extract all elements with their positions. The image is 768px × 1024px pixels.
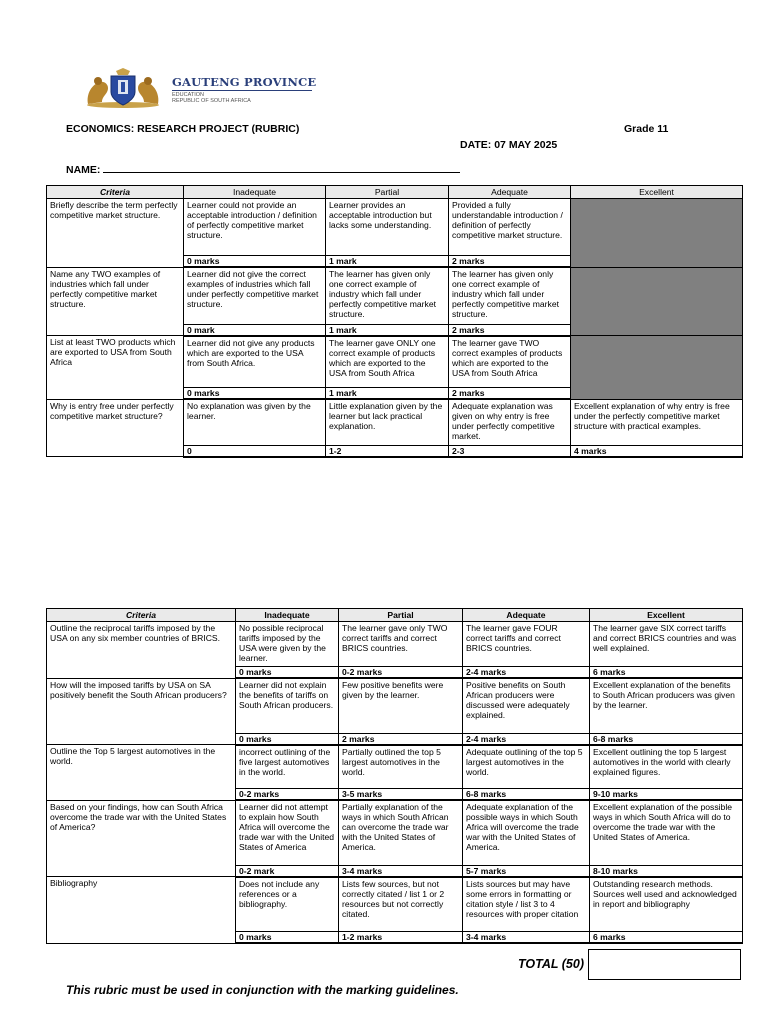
table-row bbox=[47, 199, 743, 256]
excellent-cell: The learner gave SIX correct tariffs and correct BRICS countries and was well explained. bbox=[590, 622, 743, 667]
adequate-cell: Adequate outlining of the top 5 largest automotives in the world. bbox=[463, 745, 590, 789]
excellent-cell: Excellent explanation of the possible ways in which South Africa will do to overcome the trade war with the United States of America. bbox=[590, 800, 743, 865]
excellent-cell-shaded bbox=[571, 199, 743, 268]
marks-cell: 4 marks bbox=[571, 445, 743, 457]
marks-cell: 0 marks bbox=[184, 256, 326, 268]
adequate-cell: Provided a fully understandable introduction / definition of perfectly competitive market structure. bbox=[449, 199, 571, 256]
table-row bbox=[47, 877, 743, 932]
marks-cell: 3-4 marks bbox=[339, 865, 463, 877]
coat-of-arms-icon bbox=[78, 68, 168, 110]
header-partial: Partial bbox=[339, 609, 463, 622]
header-inadequate: Inadequate bbox=[184, 186, 326, 199]
criteria-cell: Bibliography bbox=[47, 877, 236, 944]
header-adequate: Adequate bbox=[449, 186, 571, 199]
total-score-box[interactable] bbox=[588, 949, 741, 980]
partial-cell: The learner gave only TWO correct tariffs and correct BRICS countries. bbox=[339, 622, 463, 667]
rubric-table-2 bbox=[46, 608, 743, 944]
header-criteria: Criteria bbox=[47, 609, 236, 622]
inadequate-cell: No possible reciprocal tariffs imposed by the USA were given by the learner. bbox=[236, 622, 339, 667]
table-row bbox=[47, 745, 743, 789]
marks-cell: 0 marks bbox=[236, 667, 339, 679]
partial-cell: Lists few sources, but not correctly citated / list 1 or 2 resources but not correctly citated. bbox=[339, 877, 463, 932]
adequate-cell: The learner gave TWO correct examples of products which are exported to the USA from South Africa bbox=[449, 336, 571, 388]
marks-cell: 2 marks bbox=[449, 388, 571, 400]
header-inadequate: Inadequate bbox=[236, 609, 339, 622]
header-partial: Partial bbox=[326, 186, 449, 199]
document-title: ECONOMICS: RESEARCH PROJECT (RUBRIC) bbox=[66, 123, 300, 135]
table-header-row bbox=[47, 609, 743, 622]
adequate-cell: Positive benefits on South African producers were discussed were adequately explained. bbox=[463, 678, 590, 733]
marks-cell: 0 bbox=[184, 445, 326, 457]
adequate-cell: The learner gave FOUR correct tariffs and correct BRICS countries. bbox=[463, 622, 590, 667]
marks-cell: 5-7 marks bbox=[463, 865, 590, 877]
partial-cell: The learner has given only one correct example of industry which fall under perfectly competitive market structure. bbox=[326, 267, 449, 324]
adequate-cell: Adequate explanation of the possible ways in which South Africa will overcome the trade war with the United States of America. bbox=[463, 800, 590, 865]
criteria-cell: Briefly describe the term perfectly competitive market structure. bbox=[47, 199, 184, 268]
table-row bbox=[47, 622, 743, 667]
rubric-table-1 bbox=[46, 185, 743, 458]
marks-cell: 1 mark bbox=[326, 324, 449, 336]
marks-cell: 2 marks bbox=[449, 324, 571, 336]
marks-cell: 0 marks bbox=[236, 733, 339, 745]
excellent-cell: Outstanding research methods. Sources well used and acknowledged in report and bibliography bbox=[590, 877, 743, 932]
partial-cell: Few positive benefits were given by the learner. bbox=[339, 678, 463, 733]
criteria-cell: How will the imposed tariffs by USA on SA positively benefit the South African producers? bbox=[47, 678, 236, 745]
table-header-row bbox=[47, 186, 743, 199]
footer-note: This rubric must be used in conjunction with the marking guidelines. bbox=[66, 983, 459, 997]
adequate-cell: The learner has given only one correct example of industry which fall under perfectly competitive market structure. bbox=[449, 267, 571, 324]
marks-cell: 0-2 marks bbox=[339, 667, 463, 679]
logo-subtitle-1: EDUCATION bbox=[172, 91, 204, 98]
criteria-cell: Based on your findings, how can South Africa overcome the trade war with the United States of America? bbox=[47, 800, 236, 877]
logo-title: GAUTENG PROVINCE bbox=[172, 74, 317, 89]
inadequate-cell: incorrect outlining of the five largest automotives in the world. bbox=[236, 745, 339, 789]
logo-divider bbox=[172, 90, 312, 91]
marks-cell: 3-4 marks bbox=[463, 932, 590, 944]
marks-cell: 1-2 bbox=[326, 445, 449, 457]
marks-cell: 0-2 mark bbox=[236, 865, 339, 877]
criteria-cell: List at least TWO products which are exported to USA from South Africa bbox=[47, 336, 184, 400]
excellent-cell: Excellent explanation of the benefits to South African producers was given by the learner. bbox=[590, 678, 743, 733]
marks-cell: 8-10 marks bbox=[590, 865, 743, 877]
excellent-cell: Excellent outlining the top 5 largest automotives in the world with clearly explained figures. bbox=[590, 745, 743, 789]
inadequate-cell: Does not include any references or a bibliography. bbox=[236, 877, 339, 932]
adequate-cell: Adequate explanation was given on why entry is free under perfectly competitive market. bbox=[449, 399, 571, 445]
header-adequate: Adequate bbox=[463, 609, 590, 622]
table-row bbox=[47, 267, 743, 324]
header-excellent: Excellent bbox=[571, 186, 743, 199]
partial-cell: Partially outlined the top 5 largest automotives in the world. bbox=[339, 745, 463, 789]
table-row bbox=[47, 336, 743, 388]
name-field[interactable] bbox=[66, 163, 460, 176]
criteria-cell: Outline the reciprocal tariffs imposed by the USA on any six member countries of BRICS. bbox=[47, 622, 236, 679]
grade-label: Grade 11 bbox=[624, 123, 669, 135]
name-underline[interactable] bbox=[103, 163, 460, 173]
marks-cell: 6 marks bbox=[590, 932, 743, 944]
criteria-cell: Why is entry free under perfectly competitive market structure? bbox=[47, 399, 184, 457]
table-row bbox=[47, 678, 743, 733]
excellent-cell-shaded bbox=[571, 267, 743, 336]
marks-cell: 1 mark bbox=[326, 388, 449, 400]
inadequate-cell: Learner did not give the correct examples of industries which fall under perfectly competitive market structure. bbox=[184, 267, 326, 324]
marks-cell: 9-10 marks bbox=[590, 789, 743, 801]
marks-cell: 6 marks bbox=[590, 667, 743, 679]
marks-cell: 2 marks bbox=[339, 733, 463, 745]
partial-cell: Learner provides an acceptable introduction but lacks some understanding. bbox=[326, 199, 449, 256]
inadequate-cell: Learner did not explain the benefits of tariffs on South African producers. bbox=[236, 678, 339, 733]
marks-cell: 2-3 bbox=[449, 445, 571, 457]
marks-cell: 2-4 marks bbox=[463, 667, 590, 679]
excellent-cell-shaded bbox=[571, 336, 743, 400]
inadequate-cell: Learner did not attempt to explain how South Africa will overcome the trade war with the United States of America bbox=[236, 800, 339, 865]
marks-cell: 6-8 marks bbox=[590, 733, 743, 745]
criteria-cell: Outline the Top 5 largest automotives in the world. bbox=[47, 745, 236, 801]
marks-cell: 3-5 marks bbox=[339, 789, 463, 801]
gauteng-logo bbox=[78, 68, 326, 110]
date-label: DATE: 07 MAY 2025 bbox=[460, 139, 558, 151]
table-row bbox=[47, 399, 743, 445]
marks-cell: 0-2 marks bbox=[236, 789, 339, 801]
excellent-cell: Excellent explanation of why entry is free under the perfectly competitive market structure with practical examples. bbox=[571, 399, 743, 445]
total-label: TOTAL (50) bbox=[518, 957, 584, 971]
marks-cell: 0 marks bbox=[236, 932, 339, 944]
marks-cell: 2 marks bbox=[449, 256, 571, 268]
partial-cell: Partially explanation of the ways in which South African can overcome the trade war with the United States of America. bbox=[339, 800, 463, 865]
adequate-cell: Lists sources but may have some errors in formatting or citation style / list 3 to 4 resources with proper citation bbox=[463, 877, 590, 932]
inadequate-cell: No explanation was given by the learner. bbox=[184, 399, 326, 445]
inadequate-cell: Learner did not give any products which are exported to the USA from South Africa. bbox=[184, 336, 326, 388]
marks-cell: 2-4 marks bbox=[463, 733, 590, 745]
marks-cell: 0 marks bbox=[184, 388, 326, 400]
inadequate-cell: Learner could not provide an acceptable introduction / definition of perfectly competitive market structure. bbox=[184, 199, 326, 256]
table-row bbox=[47, 800, 743, 865]
logo-subtitle-2: REPUBLIC OF SOUTH AFRICA bbox=[172, 97, 251, 104]
header-excellent: Excellent bbox=[590, 609, 743, 622]
marks-cell: 1 mark bbox=[326, 256, 449, 268]
partial-cell: Little explanation given by the learner but lack practical explanation. bbox=[326, 399, 449, 445]
name-label: NAME: bbox=[66, 164, 101, 176]
marks-cell: 1-2 marks bbox=[339, 932, 463, 944]
partial-cell: The learner gave ONLY one correct example of products which are exported to the USA from South Africa bbox=[326, 336, 449, 388]
marks-cell: 6-8 marks bbox=[463, 789, 590, 801]
marks-cell: 0 mark bbox=[184, 324, 326, 336]
criteria-cell: Name any TWO examples of industries which fall under perfectly competitive market structure. bbox=[47, 267, 184, 336]
header-criteria: Criteria bbox=[47, 186, 184, 199]
